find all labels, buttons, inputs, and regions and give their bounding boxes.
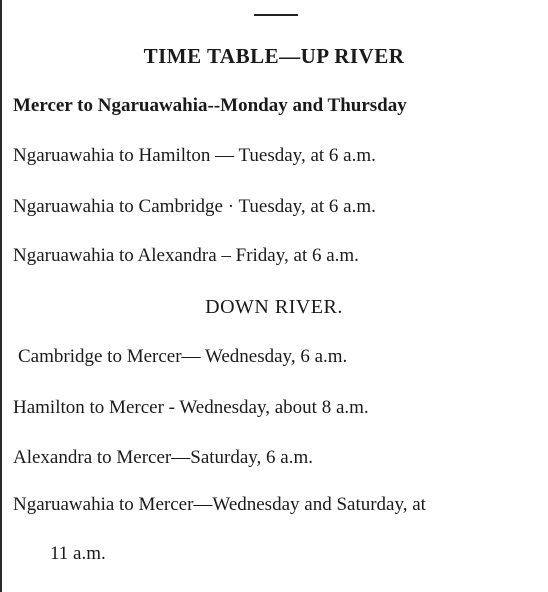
- timetable-title: TIME TABLE—UP RIVER: [143, 44, 405, 68]
- top-divider-rule: [254, 14, 298, 16]
- up-river-entry: Mercer to Ngaruawahia--Monday and Thursday: [13, 95, 407, 116]
- up-river-entry: Ngaruawahia to Hamilton — Tuesday, at 6 a.m.: [13, 145, 376, 166]
- down-river-entry: Alexandra to Mercer—Saturday, 6 a.m.: [13, 447, 314, 468]
- down-river-entry: Hamilton to Mercer - Wednesday, about 8 a.m.: [13, 397, 369, 418]
- down-river-entry-continuation: 11 a.m.: [50, 543, 106, 564]
- down-river-entry: Ngaruawahia to Mercer—Wednesday and Saturday, at: [13, 494, 426, 515]
- up-river-entry: Ngaruawahia to Cambridge · Tuesday, at 6 a.m.: [13, 196, 376, 217]
- down-river-title: DOWN RIVER.: [205, 296, 343, 318]
- down-river-entry: Cambridge to Mercer— Wednesday, 6 a.m.: [18, 346, 348, 367]
- up-river-entry: Ngaruawahia to Alexandra – Friday, at 6 a.m.: [13, 245, 359, 266]
